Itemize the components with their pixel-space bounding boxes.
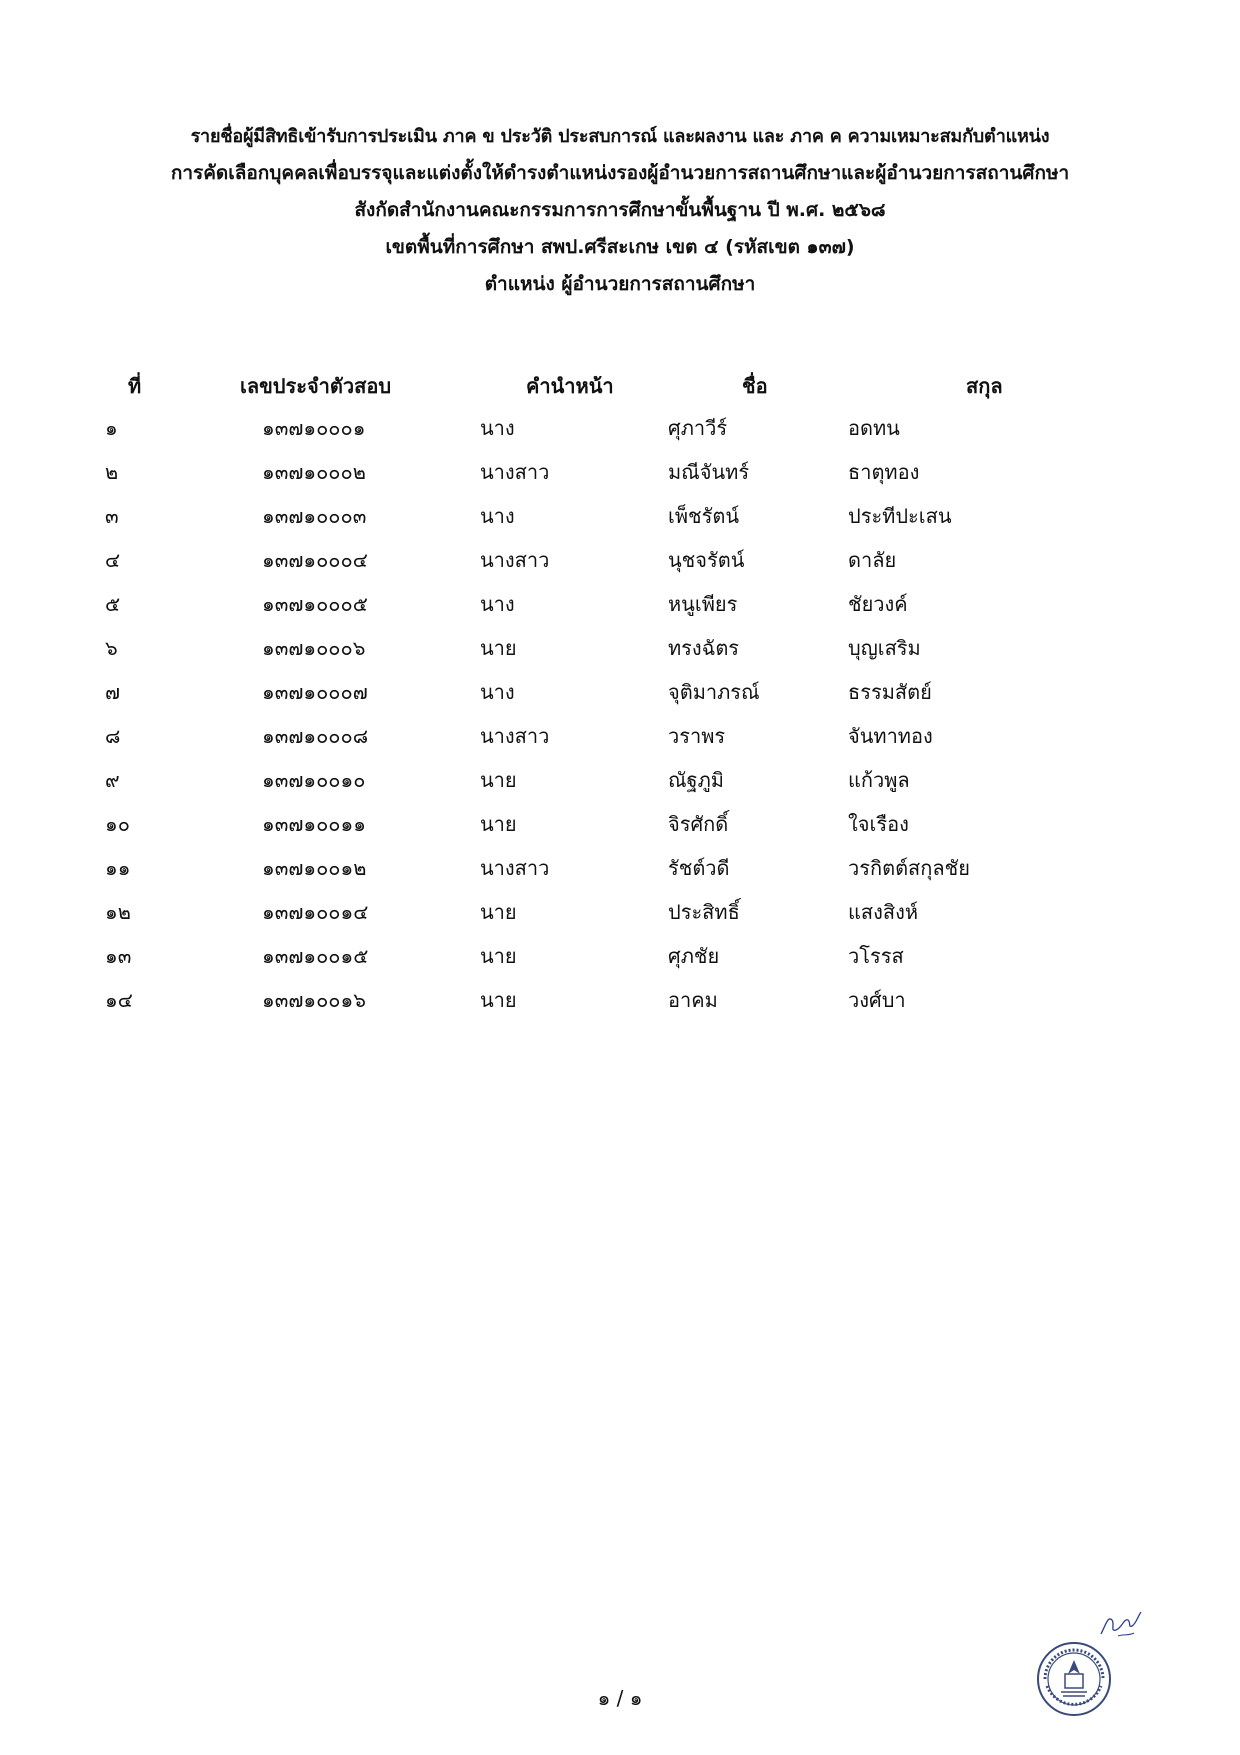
cell-number: ๔	[105, 548, 121, 572]
cell-surname: บุญเสริม	[848, 636, 921, 660]
cell-title: นางสาว	[480, 856, 550, 880]
cell-surname: ใจเรือง	[848, 812, 909, 836]
cell-title: นาง	[480, 592, 515, 616]
cell-title: นาง	[480, 416, 515, 440]
cell-first-name: มณีจันทร์	[668, 460, 750, 484]
cell-exam-id: ๑๓๗๑๐๐๐๘	[262, 724, 369, 748]
title-line-2: การคัดเลือกบุคคลเพื่อบรรจุและแต่งตั้งให้ดำรงตำแหน่งรองผู้อำนวยการสถานศึกษาและผู้อำนวยการสถานศึกษา	[170, 162, 1070, 184]
cell-title: นาย	[480, 900, 517, 924]
cell-first-name: เพ็ชรัตน์	[668, 504, 739, 528]
cell-surname: ธรรมสัตย์	[848, 680, 932, 704]
cell-exam-id: ๑๓๗๑๐๐๐๓	[262, 504, 367, 528]
cell-number: ๑๐	[105, 812, 130, 836]
cell-first-name: ทรงฉัตร	[668, 636, 740, 660]
cell-exam-id: ๑๓๗๑๐๐๑๖	[262, 988, 366, 1012]
cell-surname: วรกิตต์สกุลชัย	[848, 856, 970, 880]
cell-first-name: รัชต์วดี	[668, 856, 730, 880]
cell-number: ๑๒	[105, 900, 131, 924]
cell-first-name: จิรศักดิ์	[668, 812, 729, 836]
cell-first-name: ณัฐภูมิ	[668, 768, 724, 792]
column-header-exam-id: เลขประจำตัวสอบ	[240, 374, 392, 398]
cell-surname: ประทีปะเสน	[848, 504, 952, 528]
cell-surname: แก้วพูล	[848, 768, 910, 792]
cell-surname: แสงสิงห์	[848, 900, 919, 924]
cell-surname: จันทาทอง	[848, 724, 933, 748]
cell-number: ๕	[105, 592, 121, 616]
cell-number: ๑๔	[105, 988, 133, 1012]
cell-exam-id: ๑๓๗๑๐๐๑๐	[262, 768, 366, 792]
cell-surname: วโรรส	[848, 944, 904, 968]
title-line-4: เขตพื้นที่การศึกษา สพป.ศรีสะเกษ เขต ๔ (รหัสเขต ๑๓๗)	[385, 236, 855, 258]
document-header	[60, 118, 1180, 303]
cell-first-name: ศุภาวีร์	[668, 416, 728, 440]
cell-exam-id: ๑๓๗๑๐๐๐๒	[262, 460, 366, 484]
cell-title: นาย	[480, 812, 517, 836]
cell-surname: วงศ์บา	[848, 988, 906, 1012]
column-header-name: ชื่อ	[742, 374, 768, 398]
cell-first-name: วราพร	[668, 724, 726, 748]
cell-surname: ชัยวงค์	[848, 592, 908, 616]
cell-surname: ธาตุทอง	[848, 460, 920, 484]
column-header-surname: สกุล	[966, 374, 1003, 398]
cell-first-name: นุชจรัตน์	[668, 548, 745, 572]
cell-title: นาย	[480, 944, 517, 968]
cell-number: ๑	[105, 416, 118, 440]
cell-first-name: ประสิทธิ์	[668, 900, 740, 924]
cell-number: ๑๓	[105, 944, 132, 968]
cell-title: นาย	[480, 768, 517, 792]
university-seal-icon	[1035, 1640, 1113, 1718]
cell-first-name: หนูเพียร	[668, 592, 738, 616]
signature-icon	[1098, 1606, 1144, 1640]
cell-exam-id: ๑๓๗๑๐๐๐๑	[262, 416, 366, 440]
cell-number: ๗	[105, 680, 121, 704]
cell-first-name: อาคม	[668, 988, 718, 1012]
cell-title: นาง	[480, 680, 515, 704]
column-header-number: ที่	[128, 374, 142, 398]
cell-title: นางสาว	[480, 460, 550, 484]
cell-number: ๑๑	[105, 856, 131, 880]
cell-number: ๖	[105, 636, 118, 660]
title-line-1: รายชื่อผู้มีสิทธิเข้ารับการประเมิน ภาค ข ประวัติ ประสบการณ์ และผลงาน และ ภาค ค ความเหมาะสมกับตำแหน่ง	[190, 126, 1050, 147]
cell-title: นาย	[480, 988, 517, 1012]
cell-exam-id: ๑๓๗๑๐๐๐๗	[262, 680, 368, 704]
page-number: ๑ / ๑	[597, 1686, 643, 1710]
cell-exam-id: ๑๓๗๑๐๐๑๔	[262, 900, 369, 924]
title-line-3: สังกัดสำนักงานคณะกรรมการการศึกษาขั้นพื้นฐาน ปี พ.ศ. ๒๕๖๘	[354, 199, 886, 221]
cell-exam-id: ๑๓๗๑๐๐๑๕	[262, 944, 369, 968]
cell-first-name: จุติมาภรณ์	[668, 680, 760, 704]
cell-number: ๘	[105, 724, 121, 748]
column-header-title: คำนำหน้า	[526, 374, 614, 398]
cell-surname: อดทน	[848, 416, 900, 440]
cell-exam-id: ๑๓๗๑๐๐๑๒	[262, 856, 367, 880]
cell-exam-id: ๑๓๗๑๐๐๐๔	[262, 548, 368, 572]
cell-title: นาย	[480, 636, 517, 660]
cell-number: ๒	[105, 460, 119, 484]
cell-number: ๓	[105, 504, 119, 528]
cell-exam-id: ๑๓๗๑๐๐๐๕	[262, 592, 368, 616]
cell-number: ๙	[105, 768, 120, 792]
cell-first-name: ศุภชัย	[668, 944, 720, 968]
title-line-5: ตำแหน่ง ผู้อำนวยการสถานศึกษา	[484, 273, 756, 295]
cell-exam-id: ๑๓๗๑๐๐๐๖	[262, 636, 366, 660]
cell-surname: ดาลัย	[848, 548, 897, 572]
cell-title: นางสาว	[480, 548, 550, 572]
cell-title: นาง	[480, 504, 515, 528]
cell-title: นางสาว	[480, 724, 550, 748]
cell-exam-id: ๑๓๗๑๐๐๑๑	[262, 812, 366, 836]
